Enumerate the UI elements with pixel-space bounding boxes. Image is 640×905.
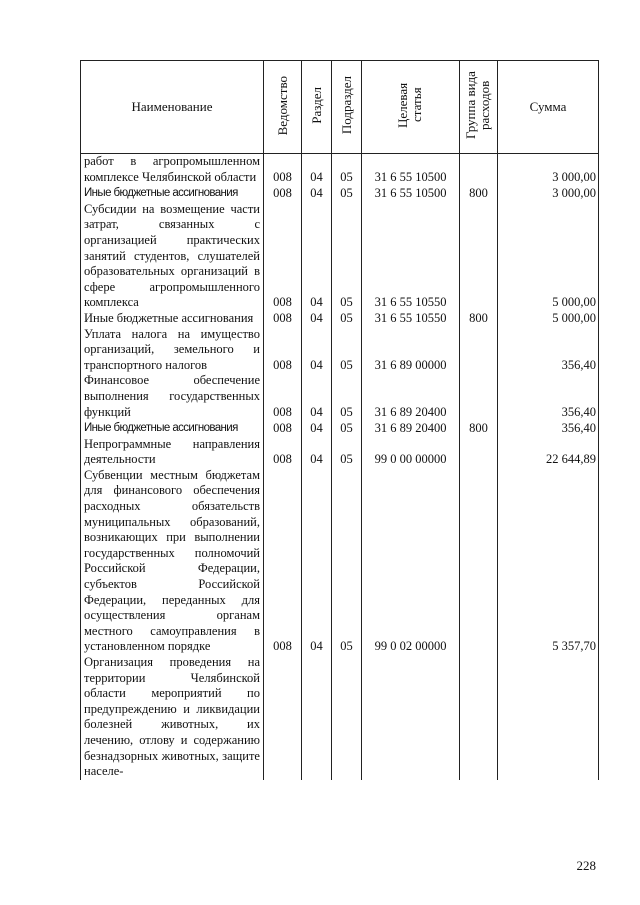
row-celevaya: 31 6 89 20400 — [362, 420, 460, 437]
row-summa: 356,40 — [498, 327, 599, 374]
row-razdel: 04 — [302, 154, 332, 186]
table-row — [81, 154, 599, 186]
budget-table — [80, 60, 599, 780]
table-row — [81, 185, 599, 202]
row-razdel — [302, 655, 332, 780]
row-podrazdel — [332, 655, 362, 780]
row-podrazdel: 05 — [332, 373, 362, 420]
row-name: Непрограммные направления деятельности — [81, 437, 264, 468]
row-vedomstvo — [264, 655, 302, 780]
row-name: Уплата налога на имущество организаций, земельного и транспортного налогов — [81, 327, 264, 374]
table-row — [81, 373, 599, 420]
row-name: Организация проведения на территории Челябинской области мероприятий по предупреждению и ликвидации болезней животных, их лечению, отлову и содержанию безнадзорных животных, защите населе- — [81, 655, 264, 780]
row-vedomstvo: 008 — [264, 327, 302, 374]
row-gruppa — [460, 373, 498, 420]
row-razdel: 04 — [302, 373, 332, 420]
row-summa — [498, 655, 599, 780]
row-gruppa: 800 — [460, 185, 498, 202]
row-vedomstvo: 008 — [264, 373, 302, 420]
row-celevaya: 31 6 55 10550 — [362, 202, 460, 311]
table-header — [81, 61, 599, 154]
row-celevaya: 99 0 00 00000 — [362, 437, 460, 468]
row-celevaya: 31 6 89 00000 — [362, 327, 460, 374]
page-number: 228 — [576, 858, 596, 873]
row-podrazdel: 05 — [332, 154, 362, 186]
row-name: Иные бюджетные ассигнования — [81, 420, 264, 437]
row-gruppa — [460, 437, 498, 468]
row-celevaya — [362, 655, 460, 780]
row-celevaya: 31 6 55 10500 — [362, 185, 460, 202]
row-podrazdel: 05 — [332, 202, 362, 311]
row-name: Иные бюджетные ассигнования — [81, 311, 264, 327]
row-summa: 356,40 — [498, 420, 599, 437]
row-razdel: 04 — [302, 311, 332, 327]
row-summa: 3 000,00 — [498, 185, 599, 202]
row-vedomstvo: 008 — [264, 185, 302, 202]
row-vedomstvo: 008 — [264, 437, 302, 468]
table-row — [81, 327, 599, 374]
row-gruppa: 800 — [460, 420, 498, 437]
row-razdel: 04 — [302, 327, 332, 374]
table-row — [81, 311, 599, 327]
row-celevaya: 31 6 55 10550 — [362, 311, 460, 327]
row-razdel: 04 — [302, 437, 332, 468]
row-podrazdel: 05 — [332, 311, 362, 327]
table-row — [81, 437, 599, 468]
row-celevaya: 31 6 55 10500 — [362, 154, 460, 186]
row-summa: 5 000,00 — [498, 311, 599, 327]
row-podrazdel: 05 — [332, 468, 362, 655]
row-gruppa — [460, 468, 498, 655]
row-gruppa — [460, 154, 498, 186]
row-vedomstvo: 008 — [264, 202, 302, 311]
row-gruppa — [460, 202, 498, 311]
row-summa: 356,40 — [498, 373, 599, 420]
table-row — [81, 202, 599, 311]
row-razdel: 04 — [302, 202, 332, 311]
row-razdel: 04 — [302, 468, 332, 655]
row-podrazdel: 05 — [332, 437, 362, 468]
row-vedomstvo: 008 — [264, 154, 302, 186]
header-podrazdel: Подраздел — [332, 61, 362, 154]
row-name: Субвенции местным бюджетам для финансового обеспечения расходных обязательств муниципальных образований, возникающих при выполнении государственных полномочий Российской Федерации, субъектов Российской Федерации, переданных для осуществления органам местного самоуправления в установленном порядке — [81, 468, 264, 655]
row-name: работ в агропромышленном комплексе Челябинской области — [81, 154, 264, 186]
table-row — [81, 420, 599, 437]
header-vedomstvo: Ведомство — [264, 61, 302, 154]
header-celevaya: Целевая статья — [362, 61, 460, 154]
row-summa: 3 000,00 — [498, 154, 599, 186]
row-podrazdel: 05 — [332, 420, 362, 437]
row-razdel: 04 — [302, 185, 332, 202]
row-name: Финансовое обеспечение выполнения государственных функций — [81, 373, 264, 420]
row-vedomstvo: 008 — [264, 311, 302, 327]
row-gruppa — [460, 327, 498, 374]
row-summa: 5 357,70 — [498, 468, 599, 655]
row-vedomstvo: 008 — [264, 468, 302, 655]
header-summa: Сумма — [498, 61, 599, 154]
row-name: Субсидии на возмещение части затрат, связанных с организацией практических занятий студентов, слушателей образовательных организаций в сфере агропромышленного комплекса — [81, 202, 264, 311]
header-gruppa: Группа вида расходов — [460, 61, 498, 154]
row-razdel: 04 — [302, 420, 332, 437]
table-body — [81, 154, 599, 780]
row-podrazdel: 05 — [332, 185, 362, 202]
row-summa: 22 644,89 — [498, 437, 599, 468]
row-celevaya: 99 0 02 00000 — [362, 468, 460, 655]
row-celevaya: 31 6 89 20400 — [362, 373, 460, 420]
row-podrazdel: 05 — [332, 327, 362, 374]
header-name: Наименование — [81, 61, 264, 154]
row-vedomstvo: 008 — [264, 420, 302, 437]
row-gruppa: 800 — [460, 311, 498, 327]
row-gruppa — [460, 655, 498, 780]
table-row — [81, 655, 599, 780]
row-name: Иные бюджетные ассигнования — [81, 185, 264, 202]
table-row — [81, 468, 599, 655]
header-razdel: Раздел — [302, 61, 332, 154]
row-summa: 5 000,00 — [498, 202, 599, 311]
